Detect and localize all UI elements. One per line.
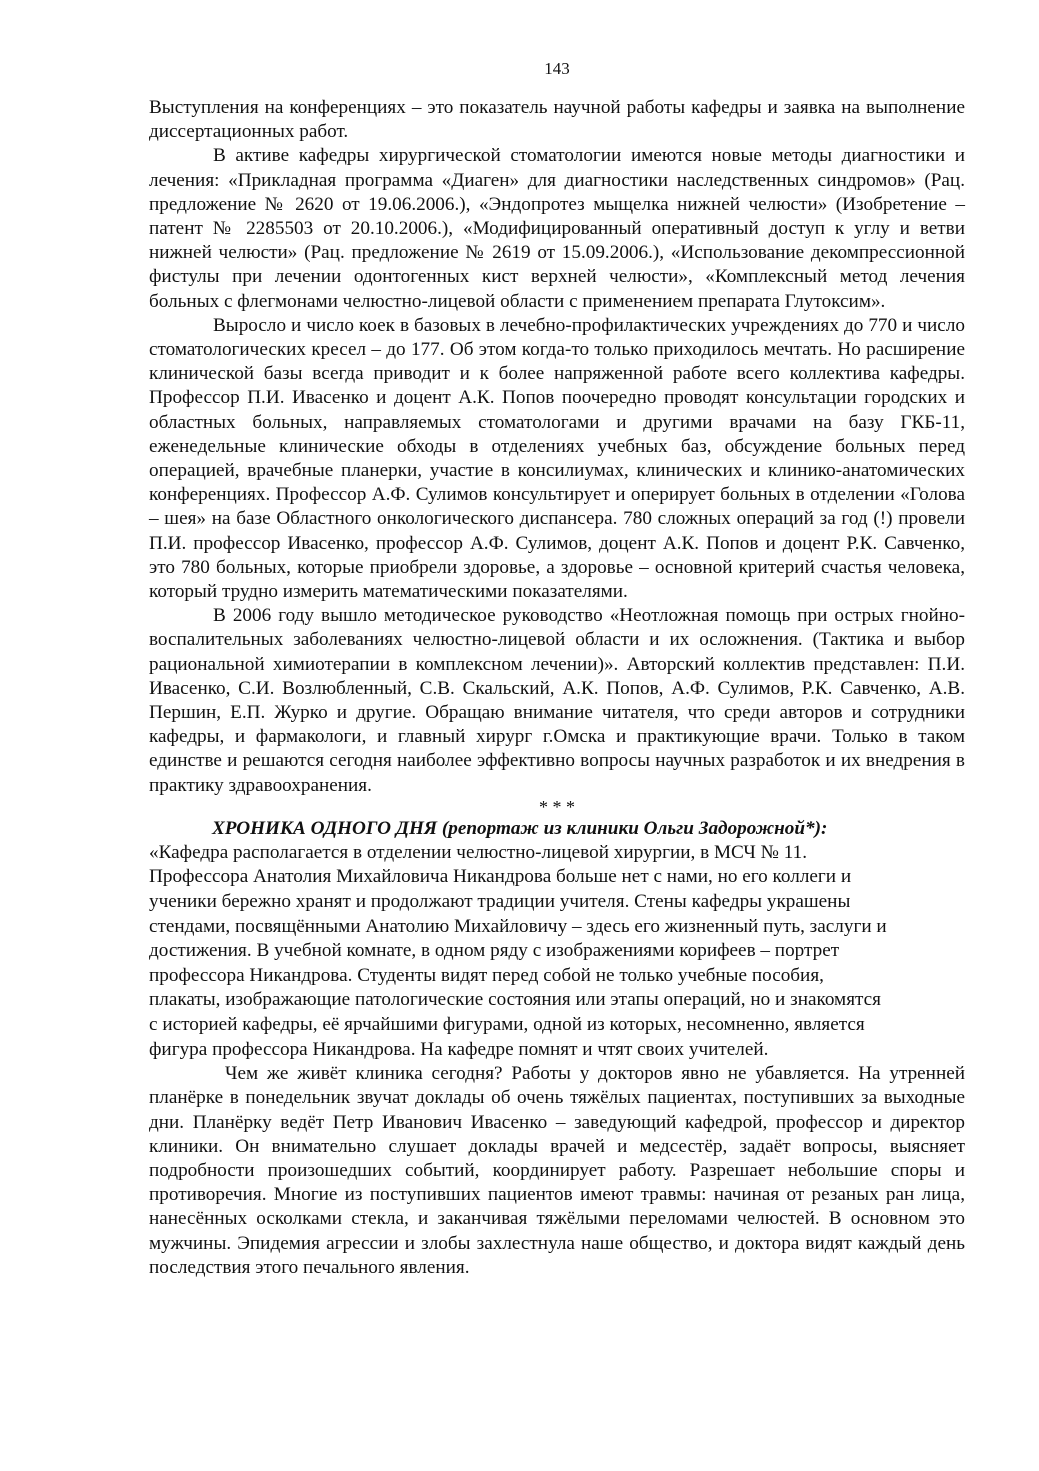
paragraph-conferences: Выступления на конференциях – это показатель научной работы кафедры и заявка на выполнение диссертационных работ. [149, 97, 965, 143]
chronicle-line: достижения. В учебной комнате, в одном ряду с изображениями корифеев – портрет [149, 940, 840, 962]
paragraph-new-methods: В активе кафедры хирургической стоматологии имеются новые методы диагностики и лечения: «Прикладная программа «Диаген» для диагностики наследственных синдромов» (Рац. предложение № 2620 от 19.06.2006.), «Эндопротез мыщелка нижней челюсти» (Изобретение – патент № 2285503 от 20.10.2006.), «Модифицированный оперативный доступ к углу и ветви нижней челюсти» (Рац. предложение № 2619 от 15.09.2006.), «Использование декомпрессионной фистулы при лечении одонтогенных кист верхней челюсти», «Комплексный метод лечения больных с флегмонами челюстно-лицевой области с применением препарата Глутоксим». [149, 145, 965, 312]
chronicle-line: с историей кафедры, её ярчайшими фигурами, одной из которых, несомненно, является [149, 1014, 865, 1036]
paragraph-clinic-today: Чем же живёт клиника сегодня? Работы у докторов явно не убавляется. На утренней планёрке в понедельник звучат доклады об очень тяжёлых пациентах, поступивших за выходные дни. Планёрку ведёт Петр Иванович Ивасенко – заведующий кафедрой, профессор и директор клиники. Он внимательно слушает доклады врачей и медсестёр, задаёт вопросы, выясняет подробности произошедших событий, координирует работу. Разрешает небольшие споры и противоречия. Многие из поступивших пациентов имеют травмы: начиная от резаных ран лица, нанесённых осколками стекла, и заканчивая тяжёлыми переломами челюстей. В основном это мужчины. Эпидемия агрессии и злобы захлестнула наше общество, и доктора видят каждый день последствия этого печального явления. [149, 1063, 965, 1278]
chronicle-line: профессора Никандрова. Студенты видят перед собой не только учебные пособия, [149, 964, 824, 986]
section-heading: ХРОНИКА ОДНОГО ДНЯ (репортаж из клиники Ольги Задорожной*): [212, 817, 828, 839]
chronicle-line: Профессора Анатолия Михайловича Никандрова больше нет с нами, но его коллеги и [149, 866, 852, 888]
chronicle-line: стендами, посвящёнными Анатолию Михайловичу – здесь его жизненный путь, заслуги и [149, 915, 887, 937]
chronicle-line: плакаты, изображающие патологические состояния или этапы операций, но и знакомятся [149, 989, 881, 1011]
paragraph-methodical-guide: В 2006 году вышло методическое руководство «Неотложная помощь при острых гнойно-воспалительных заболеваниях челюстно-лицевой области и их осложнения. (Тактика и выбор рациональной химиотерапии в комплексном лечении)». Авторский коллектив представлен: П.И. Ивасенко, С.И. Возлюбленный, С.В. Скальский, А.К. Попов, А.Ф. Сулимов, Р.К. Савченко, А.В. Першин, Е.П. Журко и другие. Обращаю внимание читателя, что среди авторов и сотрудники кафедры, и фармакологи, и главный хирург г.Омска и практикующие врачи. Только в таком единстве и решаются сегодня наиболее эффективно вопросы научных разработок и их внедрения в практику здравоохранения. [149, 605, 965, 796]
document-page [149, 58, 965, 1280]
chronicle-block [149, 841, 965, 1062]
paragraph-clinical-base: Выросло и число коек в базовых в лечебно-профилактических учреждениях до 770 и число стоматологических кресел – до 177. Об этом когда-то только приходилось мечтать. Но расширение клинической базы всегда приводит и к более напряженной работе всего коллектива кафедры. Профессор П.И. Ивасенко и доцент А.К. Попов поочередно проводят консультации городских и областных больных, направляемых стоматологами и другими врачами на базу ГКБ-11, еженедельные клинические обходы в отделениях учебных баз, обсуждение больных перед операцией, врачебные планерки, участие в консилиумах, клинических и клинико-анатомических конференциях. Профессор А.Ф. Сулимов консультирует и оперирует больных в отделении «Голова – шея» на базе Областного онкологического диспансера. 780 сложных операций за год (!) провели П.И. профессор Ивасенко, профессор А.Ф. Сулимов, доцент А.К. Попов и доцент Р.К. Савченко, это 780 больных, которые приобрели здоровье, а здоровье – основной критерий счастья человека, который трудно измерить математическими показателями. [149, 314, 965, 603]
section-separator: * * * [539, 796, 575, 817]
chronicle-line: ученики бережно хранят и продолжают традиции учителя. Стены кафедры украшены [149, 891, 851, 913]
chronicle-line: фигура профессора Никандрова. На кафедре помнят и чтят своих учителей. [149, 1038, 769, 1060]
page-number: 143 [544, 59, 570, 78]
chronicle-line: «Кафедра располагается в отделении челюстно-лицевой хирургии, в МСЧ № 11. [149, 841, 808, 863]
